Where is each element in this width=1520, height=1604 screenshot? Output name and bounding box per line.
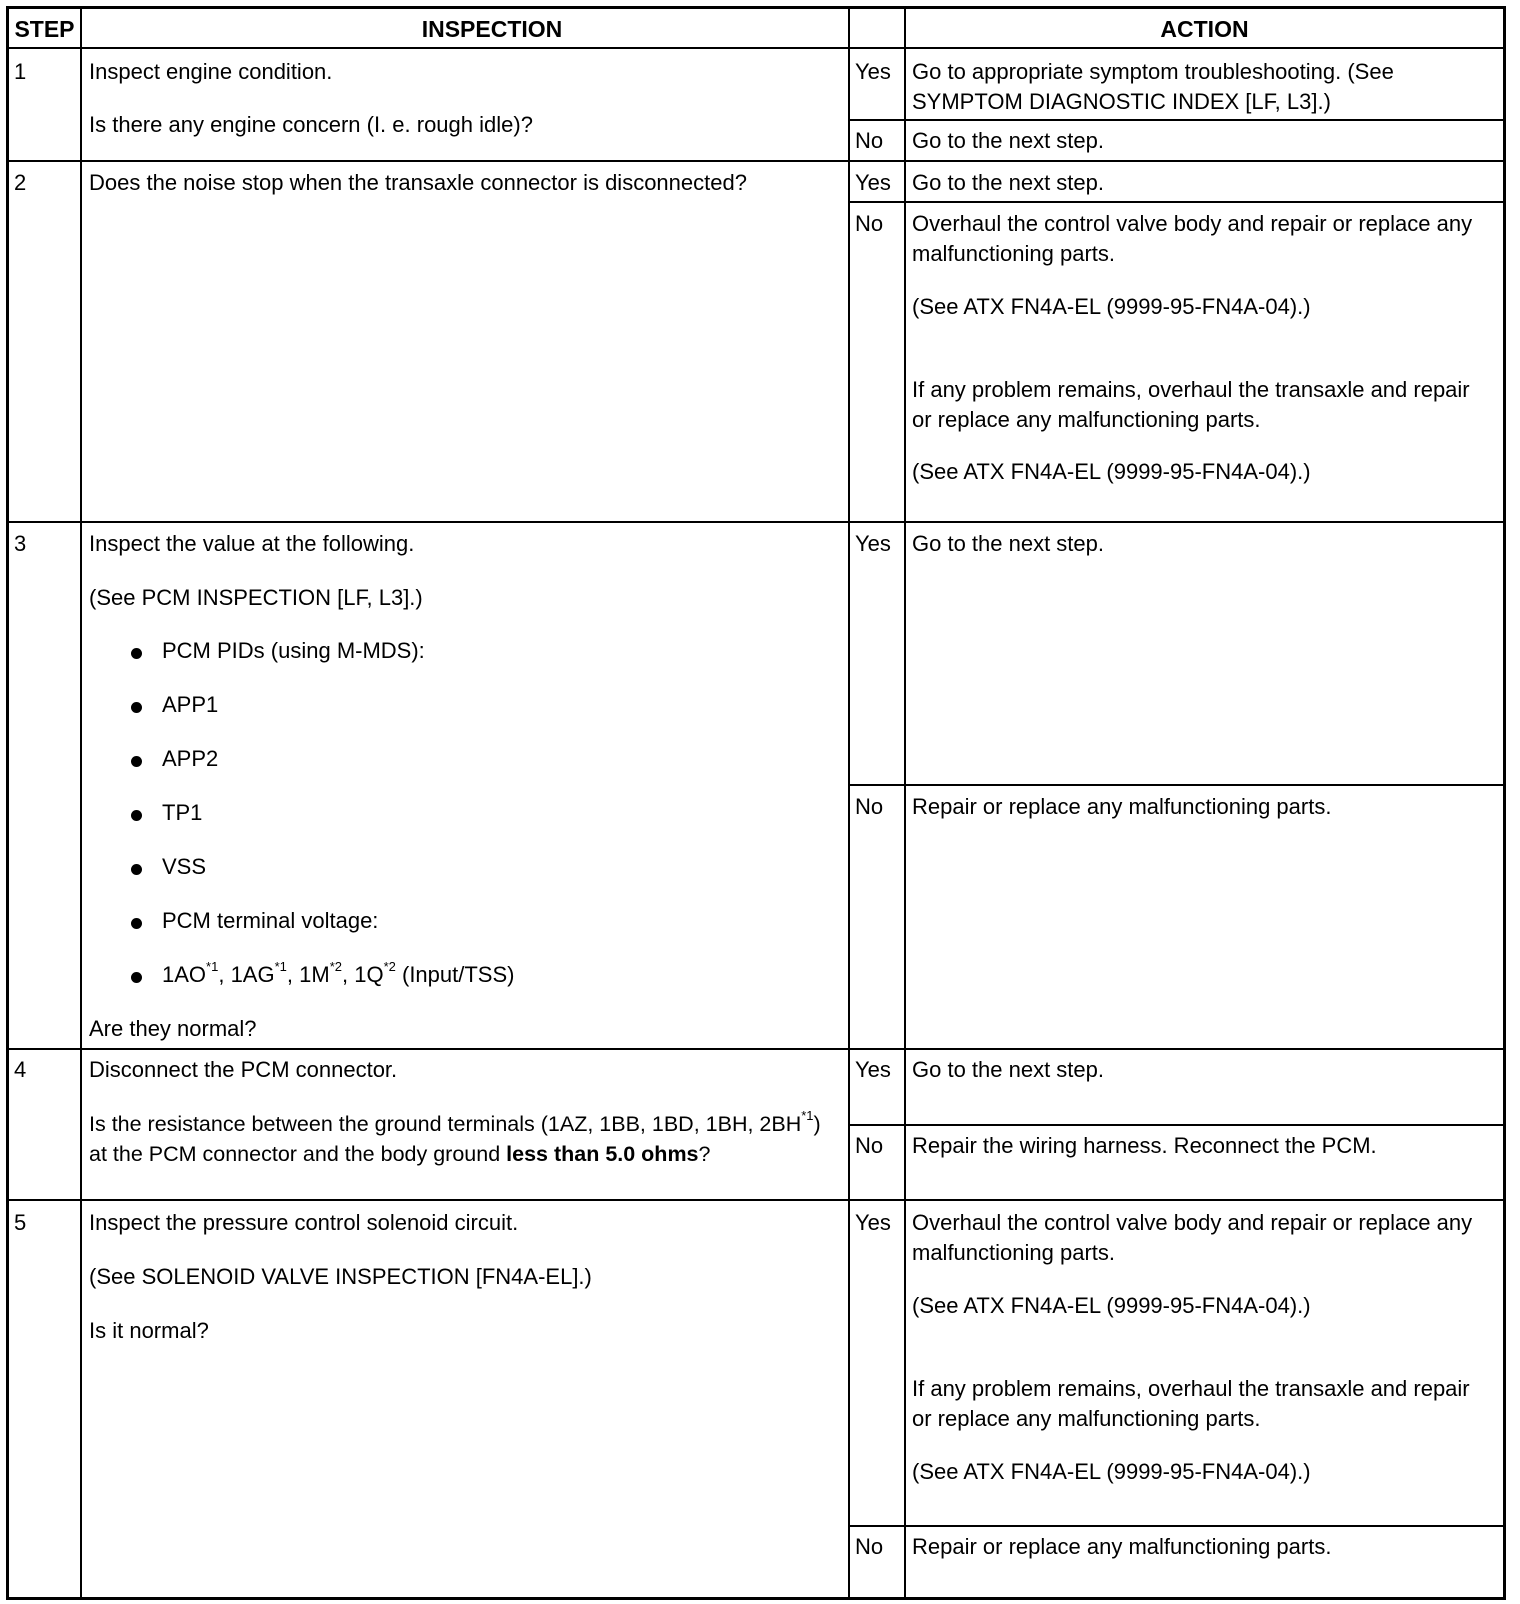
row-divider (9, 1199, 1503, 1201)
action-text: Overhaul the control valve body and repair or replace any malfunctioning parts. (912, 1210, 1473, 1265)
row-divider (849, 784, 1503, 786)
action-text: Go to the next step. (912, 128, 1105, 153)
row-divider (9, 521, 1503, 523)
no-label: No (855, 128, 884, 153)
bullet-icon (131, 702, 142, 713)
action-text: Overhaul the control valve body and repair or replace any malfunctioning parts. (912, 211, 1473, 266)
action-text: If any problem remains, overhaul the transaxle and repair or replace any malfunctioning parts. (912, 1376, 1470, 1431)
action-text: (See ATX FN4A-EL (9999-95-FN4A-04).) (912, 1293, 1311, 1318)
action-text: If any problem remains, overhaul the transaxle and repair or replace any malfunctioning parts. (912, 377, 1470, 432)
bullet-item: TP1 (162, 800, 203, 825)
no-label: No (855, 794, 884, 819)
row-divider (849, 201, 1503, 203)
bullet-item: PCM PIDs (using M-MDS): (162, 638, 425, 663)
inspection-text: Inspect engine condition. (89, 59, 333, 84)
row-divider (9, 47, 1503, 49)
step-number: 5 (14, 1210, 27, 1235)
row-divider (849, 119, 1503, 121)
troubleshooting-table (6, 6, 1506, 1600)
step-number: 1 (14, 59, 27, 84)
inspection-question: Are they normal? (89, 1016, 257, 1041)
yes-label: Yes (855, 170, 891, 195)
inspection-text: Is there any engine concern (I. e. rough idle)? (89, 112, 533, 137)
inspection-text: Disconnect the PCM connector. (89, 1057, 398, 1082)
yes-label: Yes (855, 531, 891, 556)
step-number: 4 (14, 1057, 27, 1082)
column-divider (848, 9, 850, 1597)
terminal-voltage-line: 1AO$^{*1}$, 1AG$^{*1}$, $1M^{*2}$, $1Q^{*2}$ (Input/TSS) (162, 958, 515, 987)
header-step: STEP (14, 16, 75, 42)
inspection-text: (See PCM INSPECTION [LF, L3].) (89, 585, 423, 610)
action-text: Go to the next step. (912, 170, 1105, 195)
header-action: ACTION (1160, 16, 1249, 42)
header-inspection: INSPECTION (421, 16, 563, 42)
action-text: Go to the next step. (912, 1057, 1105, 1082)
action-text: Go to appropriate symptom troubleshooting. (See SYMPTOM DIAGNOSTIC INDEX [LF, L3].) (912, 59, 1394, 114)
bullet-icon (131, 864, 142, 875)
bullet-icon (131, 918, 142, 929)
yes-label: Yes (855, 59, 891, 84)
step-number: 3 (14, 531, 27, 556)
step-number: 2 (14, 170, 27, 195)
row-divider (9, 160, 1503, 162)
bullet-icon (131, 810, 142, 821)
action-text: Go to the next step. (912, 531, 1105, 556)
inspection-question: Is it normal? (89, 1318, 209, 1343)
row-divider (849, 1124, 1503, 1126)
yes-label: Yes (855, 1057, 891, 1082)
action-text: Repair or replace any malfunctioning parts. (912, 1534, 1332, 1559)
inspection-text: (See SOLENOID VALVE INSPECTION [FN4A-EL].) (89, 1264, 592, 1289)
action-text: (See ATX FN4A-EL (9999-95-FN4A-04).) (912, 294, 1311, 319)
action-text: (See ATX FN4A-EL (9999-95-FN4A-04).) (912, 459, 1311, 484)
bullet-item: APP1 (162, 692, 219, 717)
no-label: No (855, 1534, 884, 1559)
inspection-question: Is the resistance between the ground terminals (1AZ, 1BB, 1BD, 1BH, 2BH$^{*1}$) at the PCM connector and the body ground less than 5.0 ohms? (89, 1107, 821, 1166)
inspection-text: Inspect the pressure control solenoid circuit. (89, 1210, 519, 1235)
bullet-icon (131, 648, 142, 659)
bullet-item: VSS (162, 854, 207, 879)
no-label: No (855, 211, 884, 236)
bullet-icon (131, 756, 142, 767)
bullet-item: APP2 (162, 746, 219, 771)
bullet-item: PCM terminal voltage: (162, 908, 379, 933)
bullet-icon (131, 972, 142, 983)
inspection-text: Does the noise stop when the transaxle connector is disconnected? (89, 170, 747, 195)
action-text: (See ATX FN4A-EL (9999-95-FN4A-04).) (912, 1459, 1311, 1484)
row-divider (849, 1525, 1503, 1527)
action-text: Repair or replace any malfunctioning parts. (912, 794, 1332, 819)
row-divider (9, 1048, 1503, 1050)
action-text: Repair the wiring harness. Reconnect the PCM. (912, 1133, 1377, 1158)
column-divider (80, 9, 82, 1597)
no-label: No (855, 1133, 884, 1158)
column-divider (904, 9, 906, 1597)
inspection-text: Inspect the value at the following. (89, 531, 415, 556)
yes-label: Yes (855, 1210, 891, 1235)
